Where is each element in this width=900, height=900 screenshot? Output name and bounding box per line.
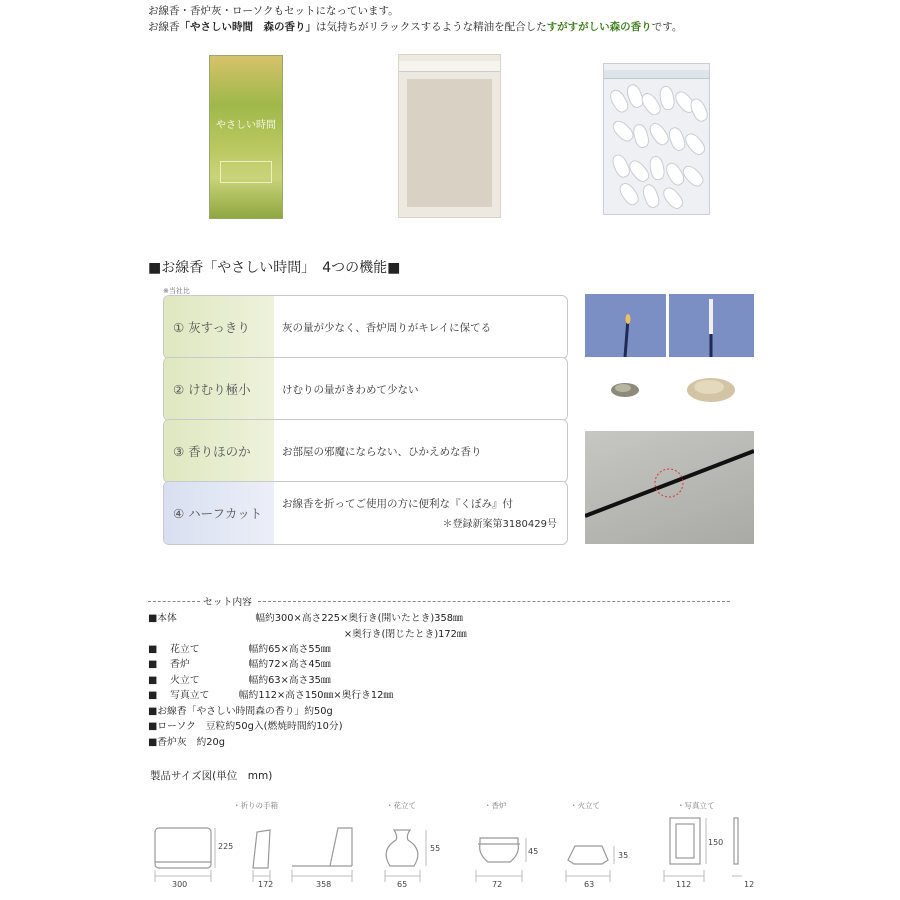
feature-text: けむりの量がきわめて少ない: [282, 383, 419, 396]
feature-label: ② けむり極小: [164, 358, 274, 420]
dim-frame-depth: 12: [744, 880, 755, 889]
dim-box-height: 225: [218, 842, 234, 851]
feature-text: お線香を折ってご使用の方に便利な『くぼみ』付: [282, 498, 513, 510]
candle-bag-image: [603, 63, 710, 215]
feature-text: お部屋の邪魔にならない、ひかえめな香り: [282, 445, 482, 458]
registration-number: ＊登録新案第3180429号: [442, 519, 557, 530]
set-item: ■お線香「やさしい時間森の香り」約50g: [148, 706, 333, 717]
divider: [148, 601, 200, 602]
package-label-box: [220, 161, 272, 183]
set-item: ■ 花立て 幅約65×高さ55㎜: [148, 644, 331, 655]
set-item: ■ 香炉 幅約72×高さ45㎜: [148, 659, 331, 670]
set-item: ■ローソク 豆粒約50g入(燃焼時間約10分): [148, 721, 343, 732]
half-cut-incense-photo: [585, 431, 754, 544]
dim-censer-height: 45: [528, 847, 539, 856]
incense-stick-icon: [585, 294, 666, 357]
candle-piece: [616, 180, 641, 208]
feature-label: ① 灰すっきり: [164, 296, 274, 358]
intro-text: お線香: [148, 21, 180, 33]
intro-text: です。: [651, 21, 683, 33]
ash-fill: [407, 79, 492, 207]
group-label: ・祈りの手箱: [233, 801, 278, 810]
group-label: ・香炉: [484, 801, 507, 810]
intro-text: は気持ちがリラックスするような精油を配合した: [316, 21, 547, 33]
dim-box-depth-open: 358: [316, 880, 332, 889]
incense-tip-photo: [585, 294, 666, 357]
large-ash-photo: [669, 358, 754, 420]
dim-candle-height: 35: [618, 851, 629, 860]
feature-text: 灰の量が少なく、香炉周りがキレイに保てる: [282, 321, 492, 334]
candle-piece: [640, 182, 661, 209]
size-diagram-title: 製品サイズ図(単位 mm): [150, 770, 273, 782]
set-contents-title: セット内容: [203, 597, 252, 608]
feature-row: [163, 481, 568, 545]
feature-label: ③ 香りほのか: [164, 420, 274, 482]
comparison-note: ※当社比: [163, 287, 190, 295]
competitor-incense-photo: [669, 294, 754, 357]
candle-piece: [631, 123, 651, 150]
candle-piece: [680, 163, 707, 190]
divider: [258, 601, 730, 602]
small-ash-photo: [585, 358, 666, 420]
dim-candle-width: 63: [584, 880, 595, 889]
zip-strip: [399, 61, 500, 72]
package-title: やさしい時間: [216, 120, 276, 131]
feature-row: [163, 295, 568, 359]
incense-notch-icon: [585, 431, 754, 544]
incense-ash-bag-image: [398, 54, 501, 218]
feature-row: [163, 419, 568, 483]
dim-censer-width: 72: [492, 880, 503, 889]
set-item: ■本体 幅約300×高さ225×奥行き(開いたとき)358㎜: [148, 613, 463, 624]
dim-frame-width: 112: [676, 880, 692, 889]
set-item: ■ 火立て 幅約63×高さ35㎜: [148, 675, 331, 686]
product-name: 「やさしい時間 森の香り」: [179, 21, 316, 33]
dim-vase-height: 55: [430, 844, 441, 853]
dim-box-width: 300: [172, 880, 188, 889]
dim-frame-height: 150: [708, 838, 724, 847]
scent-highlight: すがすがしい森の香り: [546, 21, 652, 33]
group-label: ・火立て: [570, 801, 600, 810]
group-label: ・花立て: [386, 801, 416, 810]
dim-box-depth-closed: 172: [258, 880, 274, 889]
feature-row: [163, 357, 568, 421]
intro-line-1: お線香・香炉灰・ローソクもセットになっています。: [148, 5, 399, 17]
dim-vase-width: 65: [397, 880, 408, 889]
candle-piece: [682, 130, 708, 157]
candle-piece: [660, 184, 686, 211]
set-item: ×奥行き(閉じたとき)172㎜: [148, 629, 467, 640]
size-diagram-drawings: [140, 810, 760, 900]
set-item: ■ 写真立て 幅約112×高さ150㎜×奥行き12㎜: [148, 690, 394, 701]
incense-stick-icon: [669, 294, 754, 357]
intro-line-2: [148, 19, 682, 34]
incense-package-image: [209, 55, 283, 219]
candle-piece: [626, 157, 652, 184]
candle-piece: [688, 96, 711, 124]
feature-label: ④ ハーフカット: [164, 482, 274, 544]
zip-strip: [604, 70, 709, 79]
group-label: ・写真立て: [677, 801, 715, 810]
candle-piece: [648, 155, 666, 181]
ash-pile-icon: [585, 358, 666, 420]
ash-pile-icon: [669, 358, 754, 420]
set-item: ■香炉灰 約20g: [148, 737, 225, 748]
features-heading: ■お線香「やさしい時間」 4つの機能■: [148, 260, 401, 276]
